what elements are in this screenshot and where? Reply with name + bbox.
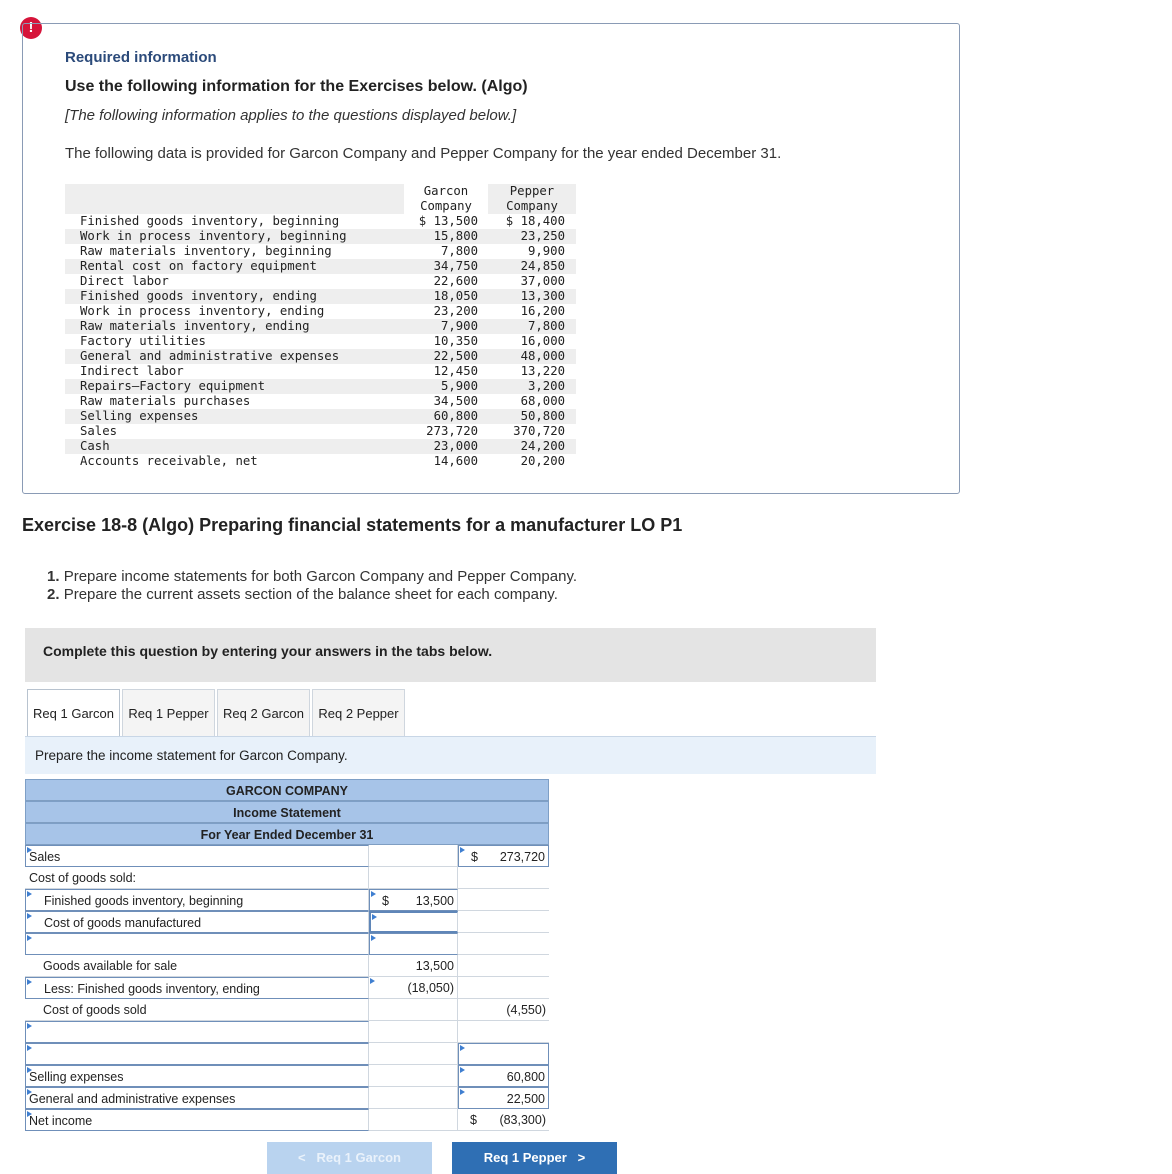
- statement-period: For Year Ended December 31: [25, 823, 549, 845]
- garcon-value: 23,200: [433, 304, 478, 318]
- pepper-value: 16,200: [520, 304, 565, 318]
- table-row: [25, 955, 549, 977]
- input-marker-icon: [371, 891, 376, 897]
- blank-label-input[interactable]: [25, 933, 369, 955]
- garcon-column-header: [404, 184, 488, 214]
- cell: [458, 867, 549, 889]
- garcon-value: 7,900: [440, 319, 478, 333]
- table-row: [25, 933, 549, 955]
- provided-text: The following data is provided for Garcon Company and Pepper Company for the year ended December 31.: [65, 145, 782, 162]
- cell: [369, 867, 458, 889]
- pepper-value: 20,200: [520, 454, 565, 468]
- garcon-value: 23,000: [433, 439, 478, 453]
- applies-note: [The following information applies to the questions displayed below.]: [65, 107, 517, 124]
- instruction-2: 2. Prepare the current assets section of the balance sheet for each company.: [47, 586, 558, 603]
- garcon-value: 7,800: [440, 244, 478, 258]
- tab-req1-garcon[interactable]: Req 1 Garcon: [27, 689, 120, 736]
- pepper-value: 7,800: [527, 319, 565, 333]
- table-row: [65, 409, 576, 424]
- prepare-instruction: Prepare the income statement for Garcon Company.: [25, 736, 876, 774]
- row-label: Finished goods inventory, ending: [80, 289, 317, 303]
- fg-end-amount-input[interactable]: (18,050): [369, 977, 458, 999]
- fg-begin-amount-input[interactable]: $ 13,500: [369, 889, 458, 911]
- input-marker-icon: [27, 1045, 32, 1051]
- cogs-total-label: Cost of goods sold: [25, 999, 369, 1021]
- blank-label-input[interactable]: [25, 1043, 369, 1065]
- chevron-left-icon: <: [298, 1150, 306, 1165]
- pepper-value: $ 18,400: [505, 214, 565, 228]
- table-row: [65, 244, 576, 259]
- table-row: [25, 889, 549, 911]
- cogm-label-input[interactable]: Cost of goods manufactured: [25, 911, 369, 933]
- row-label: Sales: [80, 424, 118, 438]
- cell: [369, 1043, 458, 1065]
- row-label: Finished goods inventory, beginning: [80, 214, 340, 228]
- input-marker-icon: [460, 1045, 465, 1051]
- table-row: [65, 274, 576, 289]
- table-row: [65, 334, 576, 349]
- row-label: Work in process inventory, beginning: [80, 229, 347, 243]
- table-row: [65, 214, 576, 229]
- table-row: [25, 845, 549, 867]
- cell: [458, 933, 549, 955]
- table-row: [65, 304, 576, 319]
- input-marker-icon: [27, 891, 32, 897]
- use-info-heading: Use the following information for the Exercises below. (Algo): [65, 78, 528, 95]
- net-income-label-input[interactable]: Net income: [25, 1109, 369, 1131]
- pepper-header-line1: Pepper: [509, 184, 555, 198]
- blank-amount-input[interactable]: [369, 933, 458, 955]
- table-row: [65, 289, 576, 304]
- company-data-table: [65, 184, 576, 469]
- sales-label-input[interactable]: Sales: [25, 845, 369, 867]
- garcon-value: 22,600: [433, 274, 478, 288]
- row-label: Rental cost on factory equipment: [80, 259, 317, 273]
- cogm-amount-input[interactable]: [369, 911, 458, 933]
- pepper-value: 23,250: [520, 229, 565, 243]
- garcon-value: 34,500: [433, 394, 478, 408]
- pepper-value: 68,000: [520, 394, 565, 408]
- cell: [369, 1109, 458, 1131]
- required-info-heading: Required information: [65, 49, 217, 66]
- row-label: Selling expenses: [80, 409, 199, 423]
- pepper-value: 50,800: [520, 409, 565, 423]
- table-row: [65, 424, 576, 439]
- garcon-value: $ 13,500: [418, 214, 478, 228]
- garcon-value: 60,800: [433, 409, 478, 423]
- statement-title: Income Statement: [25, 801, 549, 823]
- selling-label-input[interactable]: Selling expenses: [25, 1065, 369, 1087]
- cell: [369, 1087, 458, 1109]
- input-marker-icon: [460, 1067, 465, 1073]
- input-marker-icon: [372, 914, 377, 920]
- fg-begin-label-input[interactable]: Finished goods inventory, beginning: [25, 889, 369, 911]
- pepper-value: 37,000: [520, 274, 565, 288]
- cell: [369, 1065, 458, 1087]
- gafs-label: Goods available for sale: [25, 955, 369, 977]
- garcon-value: 15,800: [433, 229, 478, 243]
- input-marker-icon: [27, 913, 32, 919]
- table-row: [25, 1043, 549, 1065]
- cogs-total-amount: (4,550): [506, 1003, 546, 1017]
- table-row: [25, 1087, 549, 1109]
- table-row: [65, 379, 576, 394]
- garcon-value: 14,600: [433, 454, 478, 468]
- row-label: Raw materials inventory, beginning: [80, 244, 332, 258]
- garcon-value: 10,350: [433, 334, 478, 348]
- input-marker-icon: [371, 935, 376, 941]
- ga-amount-input[interactable]: 22,500: [458, 1087, 549, 1109]
- pepper-value: 24,200: [520, 439, 565, 453]
- garcon-value: 34,750: [433, 259, 478, 273]
- tab-req2-pepper[interactable]: Req 2 Pepper: [312, 689, 405, 736]
- input-marker-icon: [27, 979, 32, 985]
- row-label: Direct labor: [80, 274, 169, 288]
- pepper-value: 48,000: [520, 349, 565, 363]
- sales-amount-input[interactable]: $ 273,720: [458, 845, 549, 867]
- table-row: [65, 319, 576, 334]
- alert-icon: !: [20, 17, 42, 39]
- row-label: Cash: [80, 439, 110, 453]
- table-header-blank: [65, 184, 404, 214]
- cell: [458, 955, 549, 977]
- row-label: Factory utilities: [80, 334, 206, 348]
- row-label: Accounts receivable, net: [80, 454, 258, 468]
- table-row: [25, 1065, 549, 1087]
- pepper-value: 370,720: [513, 424, 565, 438]
- cell: [369, 1021, 458, 1043]
- table-row: [25, 999, 549, 1021]
- chevron-right-icon: >: [577, 1150, 586, 1165]
- table-row: [25, 867, 549, 889]
- input-marker-icon: [27, 935, 32, 941]
- blank-amount-input[interactable]: [458, 1043, 549, 1065]
- input-marker-icon: [27, 1023, 32, 1029]
- pepper-value: 16,000: [520, 334, 565, 348]
- pepper-value: 13,300: [520, 289, 565, 303]
- selling-amount-input[interactable]: 60,800: [458, 1065, 549, 1087]
- table-row: [25, 1109, 549, 1131]
- input-marker-icon: [460, 847, 465, 853]
- pepper-value: 3,200: [527, 379, 565, 393]
- cell: [369, 845, 458, 867]
- table-row: [65, 394, 576, 409]
- garcon-value: 12,450: [433, 364, 478, 378]
- fg-end-label-input[interactable]: Less: Finished goods inventory, ending: [25, 977, 369, 999]
- ga-label-input[interactable]: General and administrative expenses: [25, 1087, 369, 1109]
- pepper-header-line2: Company: [506, 199, 558, 213]
- gafs-amount: 13,500: [369, 955, 458, 977]
- cogs-heading: Cost of goods sold:: [25, 867, 369, 889]
- garcon-value: 22,500: [433, 349, 478, 363]
- garcon-value: 5,900: [440, 379, 478, 393]
- table-row: [65, 349, 576, 364]
- table-row: [25, 1021, 549, 1043]
- cell: [369, 999, 458, 1021]
- garcon-value: 18,050: [433, 289, 478, 303]
- pepper-value: 9,900: [527, 244, 565, 258]
- next-button[interactable]: Req 1 Pepper >: [452, 1142, 617, 1174]
- row-label: Raw materials purchases: [80, 394, 251, 408]
- table-row: [65, 439, 576, 454]
- garcon-header-line2: Company: [420, 199, 472, 213]
- pepper-column-header: [488, 184, 576, 214]
- garcon-value: 273,720: [426, 424, 478, 438]
- tab-req1-pepper[interactable]: Req 1 Pepper: [122, 689, 215, 736]
- table-row: [25, 911, 549, 933]
- cell: [458, 977, 549, 999]
- row-label: Raw materials inventory, ending: [80, 319, 310, 333]
- pepper-value: 13,220: [520, 364, 565, 378]
- cell: [458, 1021, 549, 1043]
- income-statement: [25, 779, 549, 1131]
- prev-button[interactable]: < Req 1 Garcon: [267, 1142, 432, 1174]
- row-label: Work in process inventory, ending: [80, 304, 325, 318]
- net-income-amount: $ (83,300): [470, 1113, 546, 1127]
- pepper-value: 24,850: [520, 259, 565, 273]
- row-label: General and administrative expenses: [80, 349, 340, 363]
- input-marker-icon: [460, 1089, 465, 1095]
- tab-req2-garcon[interactable]: Req 2 Garcon: [217, 689, 310, 736]
- cell: [458, 889, 549, 911]
- cell: [458, 911, 549, 933]
- row-label: Indirect labor: [80, 364, 184, 378]
- statement-company: GARCON COMPANY: [25, 779, 549, 801]
- table-row: [65, 259, 576, 274]
- instruction-1: 1. Prepare income statements for both Garcon Company and Pepper Company.: [47, 568, 578, 585]
- exercise-title: Exercise 18-8 (Algo) Preparing financial statements for a manufacturer LO P1: [22, 515, 683, 535]
- row-label: Repairs—Factory equipment: [80, 379, 266, 393]
- blank-label-input[interactable]: [25, 1021, 369, 1043]
- table-row: [25, 977, 549, 999]
- complete-banner: Complete this question by entering your answers in the tabs below.: [25, 628, 876, 682]
- table-row: [65, 364, 576, 379]
- input-marker-icon: [370, 978, 375, 984]
- table-row: [65, 454, 576, 469]
- garcon-header-line1: Garcon: [423, 184, 469, 198]
- table-row: [65, 229, 576, 244]
